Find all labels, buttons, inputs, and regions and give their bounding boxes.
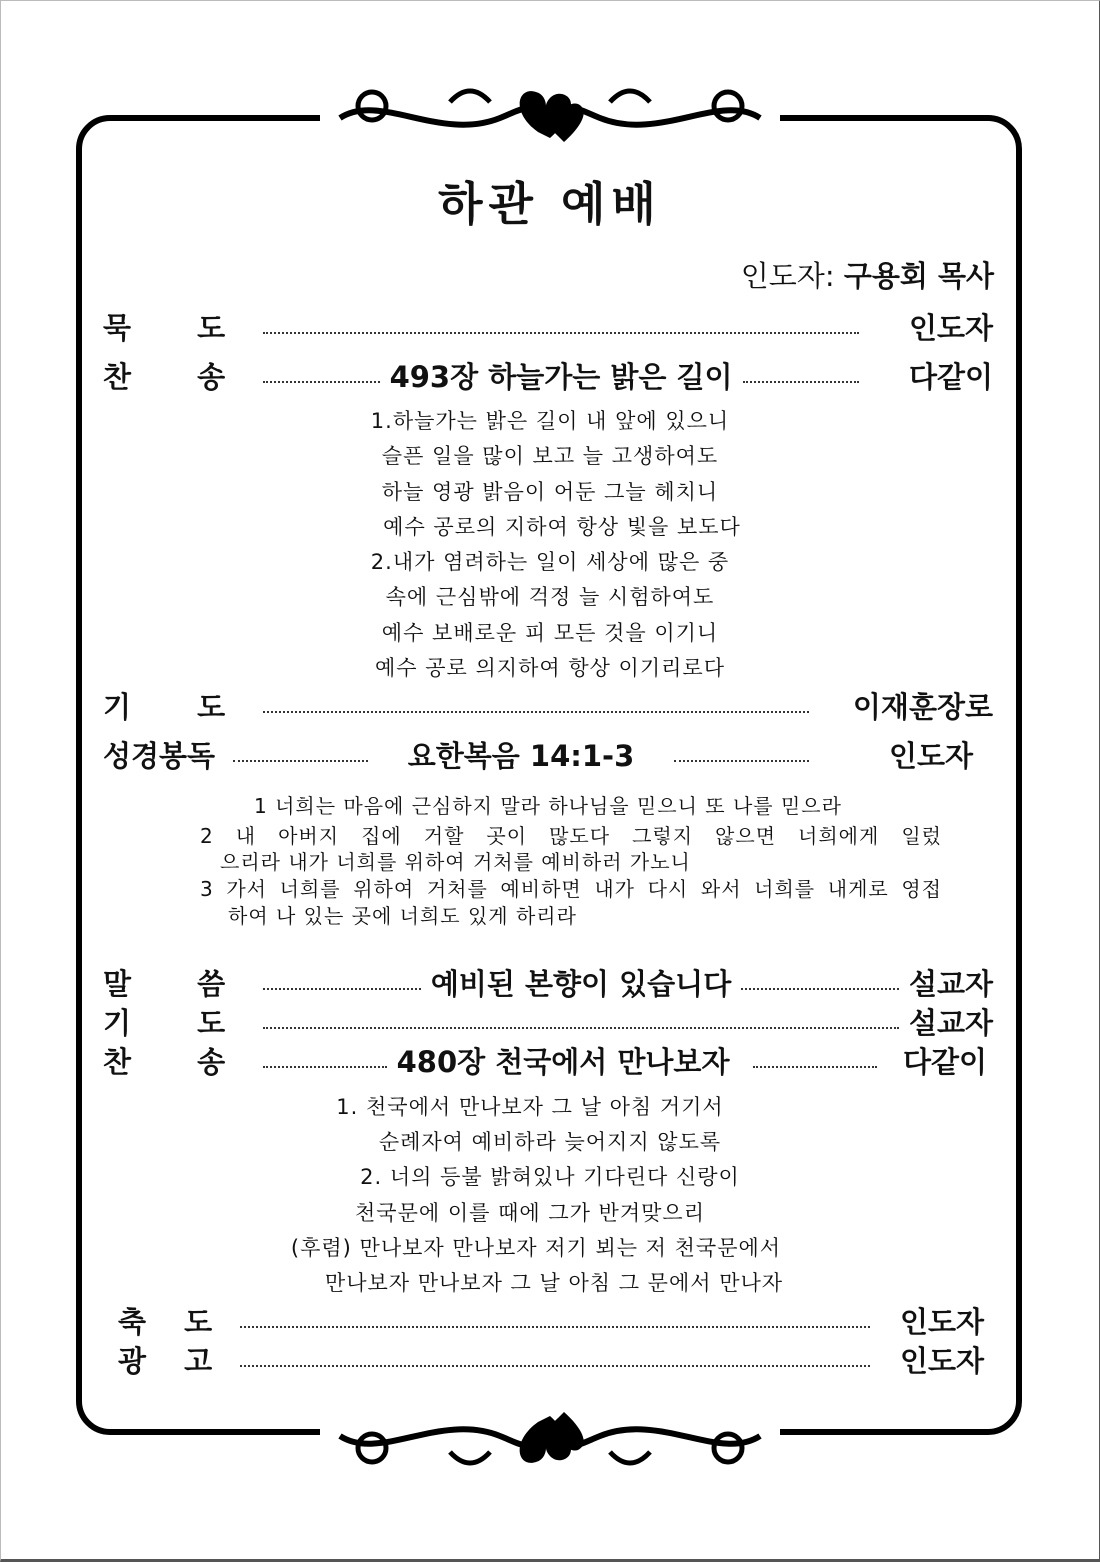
dot-leader xyxy=(240,1326,870,1328)
order-label: 찬 송 xyxy=(103,359,254,394)
leader-name: 구용회 목사 xyxy=(843,259,994,293)
dot-leader xyxy=(240,1365,870,1367)
scripture-line: 2 내 아버지 집에 거할 곳이 많도다 그렇지 않으면 너희에게 일렀 xyxy=(200,824,942,848)
scripture-line: 3 가서 너희를 위하여 거처를 예비하면 내가 다시 와서 너희를 내게로 영접 xyxy=(200,877,942,901)
dot-leader xyxy=(263,711,809,713)
lyric-line: 슬픈 일을 많이 보고 늘 고생하여도 xyxy=(381,444,719,468)
order-label: 묵 도 xyxy=(103,310,254,345)
dot-leader xyxy=(674,760,809,762)
order-label: 기 도 xyxy=(103,689,254,724)
scripture-line: 1 너희는 마음에 근심하지 말라 하나님을 믿으니 또 나를 믿으라 xyxy=(254,794,842,818)
order-label: 축 도 xyxy=(118,1304,227,1339)
scripture-line: 하여 나 있는 곳에 너희도 있게 하리라 xyxy=(228,904,577,928)
dot-leader xyxy=(753,1066,876,1068)
order-person: 다같이 xyxy=(902,1044,987,1079)
top-heart-ornament xyxy=(300,72,800,152)
dot-leader xyxy=(741,988,899,990)
order-item-silent-prayer xyxy=(103,306,993,346)
order-item-hymn-2 xyxy=(103,1040,987,1080)
hymn-title: 493장 하늘가는 밝은 길이 xyxy=(389,359,733,394)
order-person: 인도자 xyxy=(908,310,993,345)
order-person: 다같이 xyxy=(908,359,993,394)
leader-label: 인도자: xyxy=(740,259,835,293)
lyric-line: 순례자여 예비하라 늦어지지 않도록 xyxy=(378,1130,722,1154)
order-person: 인도자 xyxy=(899,1343,984,1378)
order-label: 말 씀 xyxy=(103,966,254,1001)
lyric-line: 예수 공로의 지하여 항상 빛을 보도다 xyxy=(383,515,741,539)
order-person: 인도자 xyxy=(899,1304,984,1339)
lyric-line: 1. 천국에서 만나보자 그 날 아침 거기서 xyxy=(336,1095,724,1119)
lyric-line: 하늘 영광 밝음이 어둔 그늘 헤치니 xyxy=(381,480,719,504)
order-item-prayer-1 xyxy=(103,685,993,725)
dot-leader xyxy=(263,1027,899,1029)
dot-leader xyxy=(263,1066,386,1068)
dot-leader xyxy=(263,381,379,383)
order-label: 찬 송 xyxy=(103,1044,254,1079)
lyric-line: 2.내가 염려하는 일이 세상에 많은 중 xyxy=(370,550,730,574)
order-person: 이재훈장로 xyxy=(852,689,993,724)
lyric-line: (후렴) 만나보자 만나보자 저기 뵈는 저 천국문에서 xyxy=(290,1236,782,1260)
scripture-line: 으리라 내가 너희를 위하여 거처를 예비하러 가노니 xyxy=(220,850,691,874)
order-item-scripture-reading xyxy=(103,734,973,774)
hymn-title: 480장 천국에서 만나보자 xyxy=(396,1044,730,1079)
order-item-hymn-1 xyxy=(103,355,993,395)
order-item-announcements xyxy=(118,1339,984,1379)
dot-leader xyxy=(263,332,859,334)
page-title: 하관 예배 xyxy=(438,177,662,231)
dot-leader xyxy=(233,760,368,762)
lyric-line: 천국문에 이를 때에 그가 반겨맞으리 xyxy=(355,1201,705,1225)
lyric-line: 만나보자 만나보자 그 날 아침 그 문에서 만나자 xyxy=(324,1271,784,1295)
order-label: 성경봉독 xyxy=(103,738,216,773)
order-label: 기 도 xyxy=(103,1005,254,1040)
dot-leader xyxy=(263,988,421,990)
order-item-sermon xyxy=(103,962,993,1002)
dot-leader xyxy=(743,381,859,383)
service-leader xyxy=(741,254,994,295)
order-person: 설교자 xyxy=(908,966,994,1001)
order-person: 인도자 xyxy=(888,738,974,773)
bottom-heart-ornament xyxy=(300,1402,800,1482)
order-label: 광 고 xyxy=(118,1343,227,1378)
order-item-prayer-2 xyxy=(103,1001,993,1041)
lyric-line: 1.하늘가는 밝은 길이 내 앞에 있으니 xyxy=(370,409,730,433)
lyric-line: 예수 보배로운 피 모든 것을 이기니 xyxy=(381,621,719,645)
lyric-line: 2. 너의 등불 밝혀있나 기다린다 신랑이 xyxy=(360,1165,740,1189)
scripture-reference: 요한복음 14:1-3 xyxy=(407,738,635,773)
order-item-benediction xyxy=(118,1300,984,1340)
order-person: 설교자 xyxy=(908,1005,993,1040)
lyric-line: 예수 공로 의지하여 항상 이기리로다 xyxy=(375,656,725,680)
lyric-line: 속에 근심밖에 걱정 늘 시험하여도 xyxy=(385,585,715,609)
sermon-title: 예비된 본향이 있습니다 xyxy=(430,966,732,1001)
